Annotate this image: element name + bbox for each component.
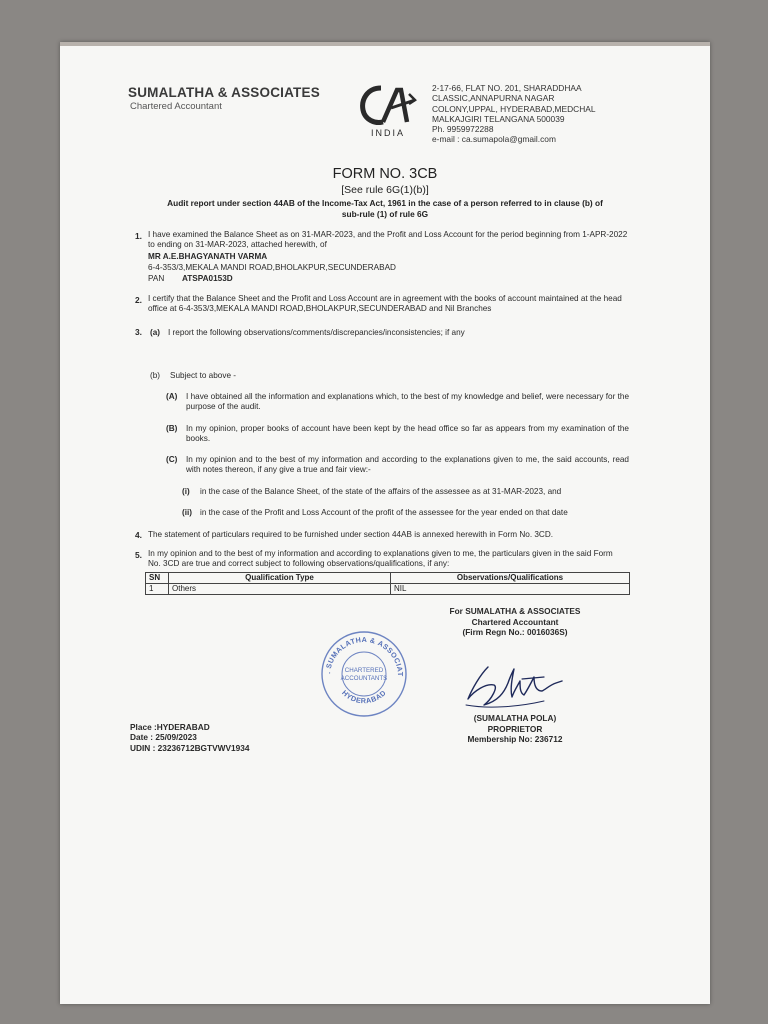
page-top-edge xyxy=(60,42,710,46)
stamp-inner-line-1: CHARTERED xyxy=(344,667,384,674)
sub-clause-ii: in the case of the Profit and Loss Account of the profit of the assessee for the year ended on that date xyxy=(200,508,568,517)
table-cell: Others xyxy=(169,584,391,595)
firm-seal-stamp xyxy=(318,628,410,720)
clause-A: I have obtained all the information and explanations which, to the best of my knowledge and belief, were necessary for the purpose of the audit. xyxy=(186,392,629,412)
paragraph-4: The statement of particulars required to be furnished under section 44AB is annexed herewith in Form No. 3CD. xyxy=(148,530,554,539)
phone-line: Ph. 9959972288 xyxy=(432,124,494,135)
svg-text:HYDERABAD xyxy=(340,688,388,705)
stamp-outer-text: . SUMALATHA & ASSOCIAT xyxy=(323,634,406,677)
table-cell: 1 xyxy=(146,584,169,595)
address-line: CLASSIC,ANNAPURNA NAGAR xyxy=(432,93,555,104)
firm-registration: (Firm Regn No.: 0016036S) xyxy=(462,627,568,637)
pan-value: ATSPA0153D xyxy=(182,274,233,283)
place-date-block xyxy=(130,722,249,753)
firm-subtitle: Chartered Accountant xyxy=(130,101,222,112)
stamp-city-text: HYDERABAD xyxy=(340,688,388,706)
clause-label-B: (B) xyxy=(166,424,178,433)
item-number: 4. xyxy=(135,530,142,540)
signatory-block xyxy=(420,606,610,638)
form-rule: [See rule 6G(1)(b)] xyxy=(341,184,429,196)
item-number: 5. xyxy=(135,550,142,560)
stamp-inner-line-2: ACCOUNTANTS xyxy=(340,675,388,682)
item-number: 2. xyxy=(135,295,142,305)
column-header: Qualification Type xyxy=(169,573,391,584)
sub-clause-label-ii: (ii) xyxy=(182,508,193,517)
table-cell: NIL xyxy=(391,584,630,595)
paragraph-3b: Subject to above - xyxy=(170,371,236,380)
audit-report-title: Audit report under section 44AB of the Income-Tax Act, 1961 in the case of a person referred to in clause (b) of sub-rule (1) of rule 6G xyxy=(167,198,603,219)
assessee-name: MR A.E.BHAGYANATH VARMA xyxy=(148,252,268,261)
clause-B: In my opinion, proper books of account have been kept by the head office so far as appears from my examination of the books. xyxy=(186,424,629,444)
column-header: Observations/Qualifications xyxy=(391,573,630,584)
sub-clause-i: in the case of the Balance Sheet, of the state of the affairs of the assessee as at 31-MAR-2023, and xyxy=(200,487,562,496)
sub-label-b: (b) xyxy=(150,371,161,380)
for-line: For SUMALATHA & ASSOCIATES xyxy=(449,606,581,616)
email-line: e-mail : ca.sumapola@gmail.com xyxy=(432,134,556,145)
item-number: 1. xyxy=(135,231,142,241)
firm-address xyxy=(432,83,642,145)
designation: Chartered Accountant xyxy=(471,616,559,627)
ca-india-logo-icon xyxy=(357,82,419,138)
clause-label-A: (A) xyxy=(166,392,178,401)
address-line: MALKAJGIRI TELANGANA 500039 xyxy=(432,113,565,124)
table-header-row xyxy=(146,573,630,584)
handwritten-signature xyxy=(458,655,568,715)
proprietor-block xyxy=(430,713,600,745)
firm-name: SUMALATHA & ASSOCIATES xyxy=(128,85,320,100)
membership-number: Membership No: 236712 xyxy=(467,734,563,744)
paragraph-5: In my opinion and to the best of my information and according to explanations given to me, the particulars given in the said Form No. 3CD are true and correct subject to following observations/qualifications, if any: xyxy=(148,549,613,569)
clause-C: In my opinion and to the best of my information and according to the explanations given to me, the said accounts, read with notes thereon, if any give a true and fair view:- xyxy=(186,455,629,475)
paragraph-3a: I report the following observations/comments/discrepancies/inconsistencies; if any xyxy=(168,328,465,337)
date: Date : 25/09/2023 xyxy=(130,732,197,743)
assessee-address: 6-4-353/3,MEKALA MANDI ROAD,BHOLAKPUR,SECUNDERABAD xyxy=(148,263,396,272)
address-line: COLONY,UPPAL, HYDERABAD,MEDCHAL xyxy=(432,103,596,114)
signatory-name: (SUMALATHA POLA) xyxy=(473,713,557,723)
signatory-role: PROPRIETOR xyxy=(487,723,543,734)
place: Place :HYDERABAD xyxy=(130,722,210,732)
column-header: SN xyxy=(146,573,169,584)
paragraph-2: I certify that the Balance Sheet and the Profit and Loss Account are in agreement with the books of account maintained at the head office at 6-4-353/3,MEKALA MANDI ROAD,BHOLAKPUR,SECUNDERABAD and Nil Branches xyxy=(148,294,622,314)
pan-label: PAN xyxy=(148,274,165,283)
logo-text: INDIA xyxy=(370,128,406,138)
udin: UDIN : 23236712BGTVWV1934 xyxy=(130,742,250,753)
table-row xyxy=(146,584,630,595)
sub-label-a: (a) xyxy=(150,328,161,337)
paragraph-1: I have examined the Balance Sheet as on 31-MAR-2023, and the Profit and Loss Account for the period beginning from 1-APR-2022 to ending on 31-MAR-2023, attached herewith, of xyxy=(148,230,628,250)
qualifications-table xyxy=(145,572,630,595)
item-number: 3. xyxy=(135,327,142,337)
clause-label-C: (C) xyxy=(166,455,178,464)
form-title: FORM NO. 3CB xyxy=(332,166,438,182)
sub-clause-label-i: (i) xyxy=(182,487,190,496)
address-line: 2-17-66, FLAT NO. 201, SHARADDHAA xyxy=(432,83,582,93)
